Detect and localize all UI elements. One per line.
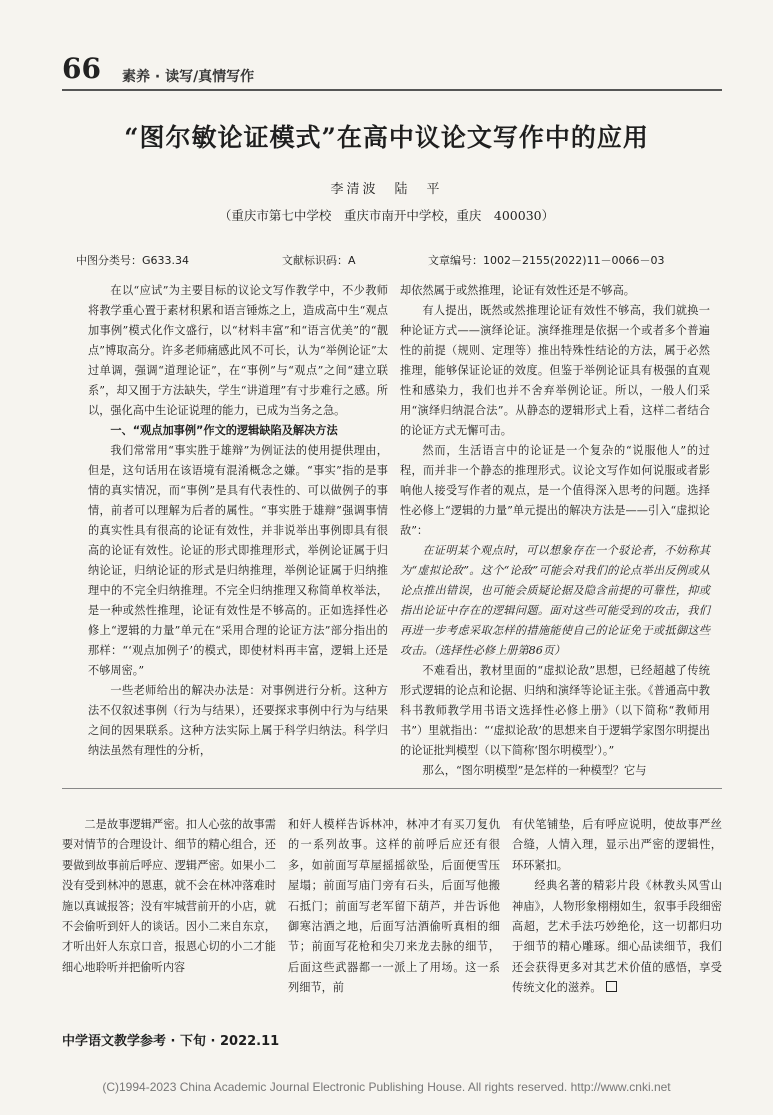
paragraph: 我们常常用“事实胜于雄辩”为例证法的使用提供理由，但是，这句话用在该语境有混淆概念之嫌。“事实”指的是事情的真实情况，而“事例”是具有代表性的、可以做例子的事情，前者可以理解为后者的属性。“事实胜于雄辩”强调事情的真实性具有很高的论证有效性，并非说举出事例即具有很高的论证有效性。论证的形式即推理形式，举例论证属于归纳论证，归纳论证的形式是归纳推理，举例论证属于归纳推理中的不完全归纳推理。不完全归纳推理又称简单枚举法，是一种或然性推理，论证有效性是不够高的。正如选择性必修上“逻辑的力量”单元在“采用合理的论证方法”部分指出的那样：“‘观点加例子’的模式，即使材料再丰富，逻辑上还是不够周密。” [88, 444, 388, 677]
section-divider [62, 788, 722, 789]
clc-number: 中图分类号：G633.34 [76, 254, 190, 267]
article-title: “图尔敏论证模式”在高中议论文写作中的应用 [124, 123, 649, 152]
paragraph: 那么，“图尔明模型”是怎样的一种模型？它与 [422, 764, 647, 777]
continued-column-2 [288, 815, 500, 999]
paragraph: 和奸人模样告诉林冲，林冲才有买刀复仇的一系列故事。这样的前呼后应还有很多，如前面写草屋摇摇欲坠，后面便雪压屋塌；前面写庙门旁有石头，后面写他搬石抵门；前面写老军留下葫芦，并告诉他御寒沽酒之地，后面写沽酒偷听真相的细节；前面写花枪和尖刀来龙去脉的细节，后面这些武器都一一派上了用场。这一系列细节，前 [288, 818, 500, 995]
paragraph: 经典名著的精彩片段《林教头风雪山神庙》，人物形象栩栩如生，叙事手段细密高超，艺术手法巧妙绝伦，这一切都归功于细节的精心雕琢。细心品读细节，我们还会获得更多对其艺术价值的感悟，享受传统文化的滋养。 [512, 879, 722, 995]
paragraph: 一些老师给出的解决办法是：对事例进行分析。这种方法不仅叙述事例（行为与结果），还要探求事例中行为与结果之间的因果联系。这种方法实际上属于科学归纳法。科学归纳法虽然有理性的分析， [88, 684, 388, 757]
section-heading: 一、“观点加事例”作文的逻辑缺陷及解决方法 [110, 424, 338, 437]
end-mark-icon [606, 981, 617, 992]
page-number: 66 [62, 52, 101, 85]
column-name: 素养 · 读写/真情写作 [122, 69, 255, 85]
article-number: 文章编号：1002－2155(2022)11－0066－03 [428, 254, 665, 267]
paragraph: 有人提出，既然或然推理论证有效性不够高，我们就换一种论证方式——演绎论证。演绎推理是依据一个或者多个普遍性的前提（规则、定理等）推出特殊性结论的方法，属于必然推理，能够保证论证的效度。但鉴于举例论证具有极强的直观性和感染力，我们也并不舍弃举例论证。所以，一般人们采用“演绎归纳混合法”。从静态的逻辑形式上看，这样二者结合的论证方式无懈可击。 [400, 304, 710, 437]
paragraph: 不难看出，教材里面的“虚拟论敌”思想，已经超越了传统形式逻辑的论点和论据、归纳和演绎等论证主张。《普通高中教科书教师教学用书语文选择性必修上册》（以下简称“教师用书”）里就指出：“‘虚拟论敌’的思想来自于逻辑学家图尔明提出的论证批判模型（以下简称‘图尔明模型’）。” [400, 664, 710, 757]
paragraph: 在以“应试”为主要目标的议论文写作教学中，不少教师将教学重心置于素材积累和语言锤炼之上，造成高中生“观点加事例”模式化作文盛行，以“材料丰富”和“语言优美”的“靓点”博取高分。许多老师痛感此风不可长，认为“举例论证”太过单调，强调“道理论证”，在“事例”与“观点”之间“建立联系”，却又囿于方法缺失，学生“讲道理”有寸步难行之感。所以，强化高中生论证说理的能力，已成为当务之急。 [88, 284, 388, 417]
journal-footer: 中学语文教学参考 · 下旬 · 2022.11 [62, 1034, 280, 1049]
page-header [62, 52, 722, 96]
paragraph: 有伏笔铺垫，后有呼应说明，使故事严丝合缝，人情入理，显示出严密的逻辑性，环环紧扣。 [512, 818, 722, 872]
header-rule [62, 89, 722, 91]
author-affiliation: （重庆市第七中学校 重庆市南开中学校，重庆 400030） [218, 208, 555, 223]
paragraph: 然而，生活语言中的论证是一个复杂的“说服他人”的过程，而并非一个静态的推理形式。议论文写作如何说服或者影响他人接受写作者的观点，是一个值得深入思考的问题。选择性必修上“逻辑的力量”单元提出的解决方法是——引入“虚拟论敌”： [400, 444, 710, 537]
article-authors: 李清波 陆 平 [330, 182, 443, 197]
copyright-line: (C)1994-2023 China Academic Journal Electronic Publishing House. All rights reserved. http://www.cnki.net [102, 1080, 671, 1094]
continued-column-1 [62, 815, 276, 978]
article-meta [62, 252, 722, 270]
body-column-right [400, 281, 710, 781]
continued-column-3 [512, 815, 722, 999]
paragraph: 二是故事逻辑严密。扣人心弦的故事需要对情节的合理设计、细节的精心组合，还要做到故事前后呼应、逻辑严密。如果小二没有受到林冲的恩惠，就不会在林冲落难时施以真诚报答；没有牢城营前开的小店，就不会偷听到奸人的谈话。因小二来自东京，才听出奸人东京口音，报恩心切的小二才能细心地聆听并把偷听内容 [62, 818, 276, 974]
document-code: 文献标识码：A [282, 254, 356, 267]
body-column-left [88, 281, 388, 761]
paragraph: 却依然属于或然推理，论证有效性还是不够高。 [400, 284, 635, 297]
paragraph: 在证明某个观点时，可以想象存在一个驳论者，不妨称其为“虚拟论敌”。这个“论敌”可能会对我们的论点举出反例或从论点推出错误，也可能会质疑论据及隐含前提的可靠性，抑或指出论证中存在的逻辑问题。面对这些可能受到的攻击，我们再进一步考虑采取怎样的措施能使自己的论证免于或抵御这些攻击。（选择性必修上册第86页） [400, 544, 710, 657]
